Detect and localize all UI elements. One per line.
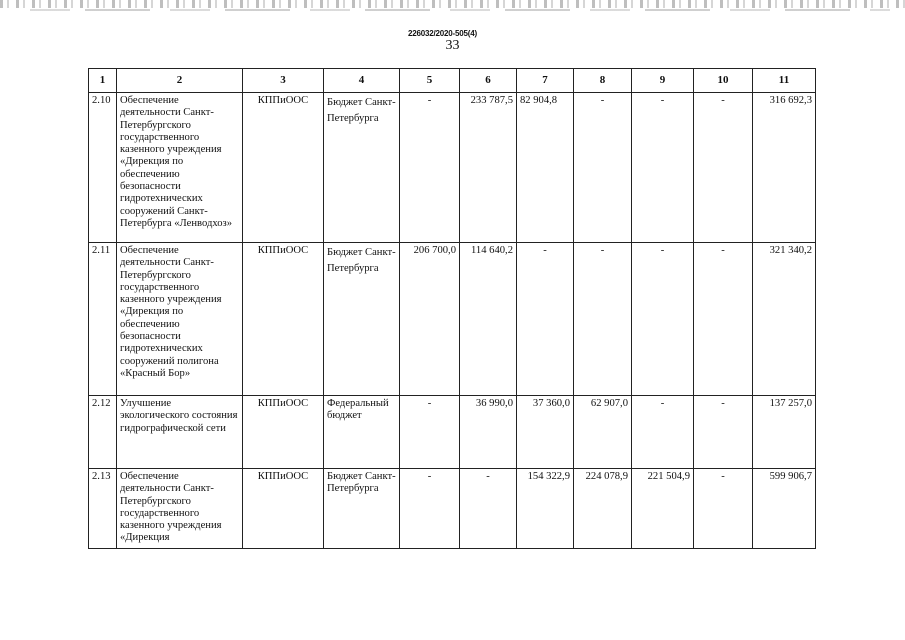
value-col8: 62 907,0 — [574, 396, 632, 469]
executor: КППиООС — [243, 396, 324, 469]
value-col6: 233 787,5 — [460, 93, 517, 243]
value-col8: - — [574, 243, 632, 396]
value-col6: 114 640,2 — [460, 243, 517, 396]
value-col5: 206 700,0 — [400, 243, 460, 396]
value-col5: - — [400, 469, 460, 549]
header-cell-2: 2 — [117, 69, 243, 93]
value-col11: 316 692,3 — [753, 93, 816, 243]
row-number: 2.10 — [89, 93, 117, 243]
header-cell-5: 5 — [400, 69, 460, 93]
value-col9: 221 504,9 — [632, 469, 694, 549]
scan-artifact-line — [30, 9, 890, 11]
activity-name: Обеспечение деятельности Санкт-Петербургского государственного казенного учреждения «Дирекция — [117, 469, 243, 549]
row-number: 2.13 — [89, 469, 117, 549]
value-col9: - — [632, 93, 694, 243]
funding-source: Бюджет Санкт-Петербурга — [324, 469, 400, 549]
executor: КППиООС — [243, 243, 324, 396]
table-row — [89, 396, 816, 469]
value-col7: 37 360,0 — [517, 396, 574, 469]
value-col5: - — [400, 396, 460, 469]
page-number: 33 — [445, 38, 460, 53]
value-col9: - — [632, 396, 694, 469]
program-table — [88, 68, 816, 549]
value-col7: 82 904,8 — [517, 93, 574, 243]
table-row — [89, 469, 816, 549]
value-col5: - — [400, 93, 460, 243]
value-col11: 321 340,2 — [753, 243, 816, 396]
value-col10: - — [694, 396, 753, 469]
scan-artifact-top — [0, 0, 905, 8]
header-cell-1: 1 — [89, 69, 117, 93]
activity-name: Улучшение экологического состояния гидрографической сети — [117, 396, 243, 469]
value-col7: 154 322,9 — [517, 469, 574, 549]
table-row — [89, 243, 816, 396]
header-cell-11: 11 — [753, 69, 816, 93]
activity-name: Обеспечение деятельности Санкт-Петербургского государственного казенного учреждения «Дирекция по обеспечению безопасности гидротехнических сооружений полигона «Красный Бор» — [117, 243, 243, 396]
header-cell-6: 6 — [460, 69, 517, 93]
value-col10: - — [694, 93, 753, 243]
value-col11: 137 257,0 — [753, 396, 816, 469]
header-row — [89, 69, 816, 93]
document-stamp: 226032/2020-505(4) — [408, 29, 477, 38]
value-col10: - — [694, 469, 753, 549]
header-cell-3: 3 — [243, 69, 324, 93]
value-col6: 36 990,0 — [460, 396, 517, 469]
funding-source: Бюджет Санкт-Петербурга — [324, 93, 400, 243]
value-col10: - — [694, 243, 753, 396]
header-cell-10: 10 — [694, 69, 753, 93]
executor: КППиООС — [243, 469, 324, 549]
header-cell-7: 7 — [517, 69, 574, 93]
activity-name: Обеспечение деятельности Санкт-Петербургского государственного казенного учреждения «Дирекция по обеспечению безопасности гидротехнических сооружений Санкт-Петербурга «Ленводхоз» — [117, 93, 243, 243]
header-cell-4: 4 — [324, 69, 400, 93]
value-col9: - — [632, 243, 694, 396]
funding-source: Бюджет Санкт-Петербурга — [324, 243, 400, 396]
row-number: 2.12 — [89, 396, 117, 469]
funding-source: Федеральный бюджет — [324, 396, 400, 469]
value-col7: - — [517, 243, 574, 396]
value-col11: 599 906,7 — [753, 469, 816, 549]
value-col8: 224 078,9 — [574, 469, 632, 549]
row-number: 2.11 — [89, 243, 117, 396]
table-row — [89, 93, 816, 243]
header-cell-8: 8 — [574, 69, 632, 93]
value-col8: - — [574, 93, 632, 243]
value-col6: - — [460, 469, 517, 549]
header-cell-9: 9 — [632, 69, 694, 93]
executor: КППиООС — [243, 93, 324, 243]
